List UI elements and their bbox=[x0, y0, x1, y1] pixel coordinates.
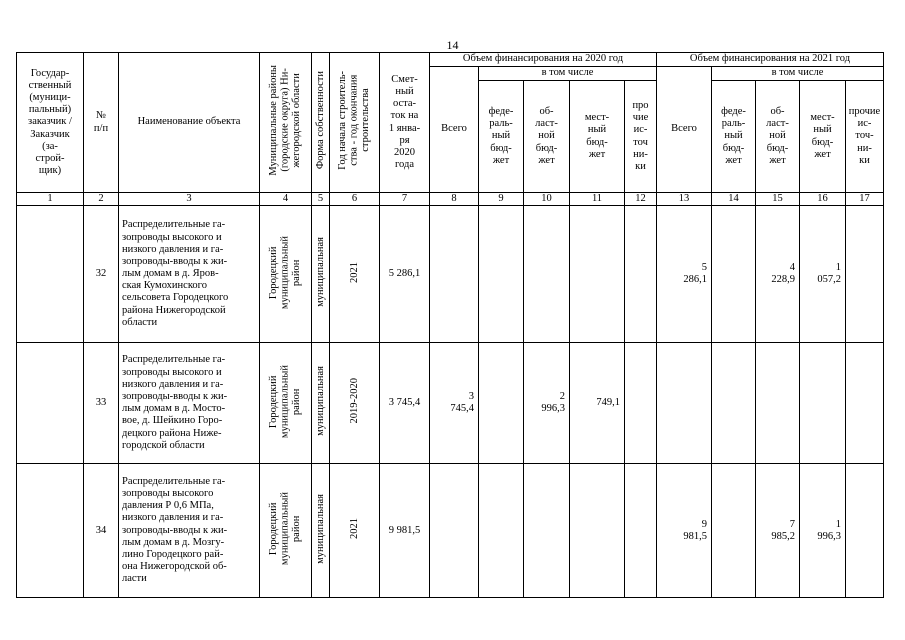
column-number: 15 bbox=[756, 193, 800, 206]
regional-2021: 7 985,2 bbox=[756, 464, 800, 598]
federal-2021 bbox=[712, 206, 756, 343]
column-number: 11 bbox=[570, 193, 625, 206]
header-total-2021: Всего bbox=[657, 67, 712, 193]
object-name: Распределительные га- зопроводы высокого давления Р 0,6 МПа, низкого давления и га- зопроводы-вводы к жи- лым домам в д. Мозгу- лино Городецкого рай- она Нижегородской об- ласти bbox=[119, 464, 260, 598]
row-number: 32 bbox=[84, 206, 119, 343]
regional-2021 bbox=[756, 343, 800, 464]
header-regional-2021: об- ласт- ной бюд- жет bbox=[756, 81, 800, 193]
column-number: 17 bbox=[846, 193, 884, 206]
header-total-2020: Всего bbox=[430, 67, 479, 193]
estimate: 5 286,1 bbox=[380, 206, 430, 343]
total-2021: 5 286,1 bbox=[657, 206, 712, 343]
column-number: 4 bbox=[260, 193, 312, 206]
page-number: 14 bbox=[446, 38, 459, 52]
regional-2020 bbox=[524, 206, 570, 343]
total-2020 bbox=[430, 206, 479, 343]
header-object-name: Наименование объекта bbox=[119, 53, 260, 193]
column-number: 14 bbox=[712, 193, 756, 206]
header-fin-2020: Объем финансирования на 2020 год bbox=[430, 53, 657, 67]
years: 2021 bbox=[348, 518, 360, 540]
header-federal-2020: феде- раль- ный бюд- жет bbox=[479, 81, 524, 193]
years: 2019-2020 bbox=[348, 378, 360, 424]
table-row bbox=[17, 464, 884, 598]
column-number: 12 bbox=[625, 193, 657, 206]
other-2021 bbox=[846, 206, 884, 343]
total-2020 bbox=[430, 464, 479, 598]
regional-2021: 4 228,9 bbox=[756, 206, 800, 343]
column-numbers-row bbox=[17, 193, 884, 206]
header-other-2021: прочие ис- точ- ни- ки bbox=[846, 81, 884, 193]
other-2021 bbox=[846, 464, 884, 598]
years: 2021 bbox=[348, 261, 360, 283]
federal-2021 bbox=[712, 464, 756, 598]
federal-2020 bbox=[479, 464, 524, 598]
local-2020: 749,1 bbox=[570, 343, 625, 464]
local-2021 bbox=[800, 343, 846, 464]
ownership: муниципальная bbox=[314, 493, 326, 564]
local-2020 bbox=[570, 206, 625, 343]
header-customer: Государ- ственный (муници- пальный) заказчик / Заказчик (за- строй- щик) bbox=[17, 53, 84, 193]
estimate: 3 745,4 bbox=[380, 343, 430, 464]
object-name: Распределительные га- зопроводы высокого и низкого давления и га- зопроводы-вводы к жи- лым домам в д. Яров- ская Кумохинского сельсовета Городецкого района Нижегородской области bbox=[119, 206, 260, 343]
header-including-2021: в том числе bbox=[712, 67, 884, 81]
column-number: 6 bbox=[330, 193, 380, 206]
regional-2020: 2 996,3 bbox=[524, 343, 570, 464]
other-2021 bbox=[846, 343, 884, 464]
column-number: 16 bbox=[800, 193, 846, 206]
ownership: муниципальная bbox=[314, 366, 326, 437]
federal-2020 bbox=[479, 343, 524, 464]
column-number: 3 bbox=[119, 193, 260, 206]
regional-2020 bbox=[524, 464, 570, 598]
column-number: 5 bbox=[312, 193, 330, 206]
header-local-2020: мест- ный бюд- жет bbox=[570, 81, 625, 193]
other-2020 bbox=[625, 206, 657, 343]
district: Городецкий муниципальный район bbox=[268, 492, 303, 566]
other-2020 bbox=[625, 343, 657, 464]
header-federal-2021: феде- раль- ный бюд- жет bbox=[712, 81, 756, 193]
estimate: 9 981,5 bbox=[380, 464, 430, 598]
column-number: 7 bbox=[380, 193, 430, 206]
table-row bbox=[17, 343, 884, 464]
column-number: 8 bbox=[430, 193, 479, 206]
column-number: 10 bbox=[524, 193, 570, 206]
district: Городецкий муниципальный район bbox=[268, 364, 303, 438]
local-2021: 1 057,2 bbox=[800, 206, 846, 343]
local-2020 bbox=[570, 464, 625, 598]
column-number: 9 bbox=[479, 193, 524, 206]
district: Городецкий муниципальный район bbox=[268, 235, 303, 309]
investment-table bbox=[16, 52, 884, 598]
header-local-2021: мест- ный бюд- жет bbox=[800, 81, 846, 193]
header-including-2020: в том числе bbox=[479, 67, 657, 81]
header-ownership: Форма собственности bbox=[314, 71, 326, 170]
column-number: 1 bbox=[17, 193, 84, 206]
total-2020: 3 745,4 bbox=[430, 343, 479, 464]
header-fin-2021: Объем финансирования на 2021 год bbox=[657, 53, 884, 67]
ownership: муниципальная bbox=[314, 237, 326, 308]
total-2021: 9 981,5 bbox=[657, 464, 712, 598]
header-years: Год начала строитель- ства - год окончания строительства bbox=[337, 71, 372, 170]
other-2020 bbox=[625, 464, 657, 598]
header-regional-2020: об- ласт- ной бюд- жет bbox=[524, 81, 570, 193]
header-other-2020: про чие ис- точ ни- ки bbox=[625, 81, 657, 193]
object-name: Распределительные га- зопроводы высокого и низкого давления и га- зопроводы-вводы к жи- лым домам в д. Мосто- вое, д. Шейкино Горо- децкого района Ниже- городской области bbox=[119, 343, 260, 464]
local-2021: 1 996,3 bbox=[800, 464, 846, 598]
header-number: № п/п bbox=[84, 53, 119, 193]
federal-2020 bbox=[479, 206, 524, 343]
table-row bbox=[17, 206, 884, 343]
total-2021 bbox=[657, 343, 712, 464]
column-number: 13 bbox=[657, 193, 712, 206]
header-estimate: Смет- ный оста- ток на 1 янва- ря 2020 года bbox=[380, 53, 430, 193]
header-districts: Муниципальные районы (городские округа) Ни- жегородской области bbox=[268, 65, 303, 176]
row-number: 34 bbox=[84, 464, 119, 598]
row-number: 33 bbox=[84, 343, 119, 464]
federal-2021 bbox=[712, 343, 756, 464]
column-number: 2 bbox=[84, 193, 119, 206]
